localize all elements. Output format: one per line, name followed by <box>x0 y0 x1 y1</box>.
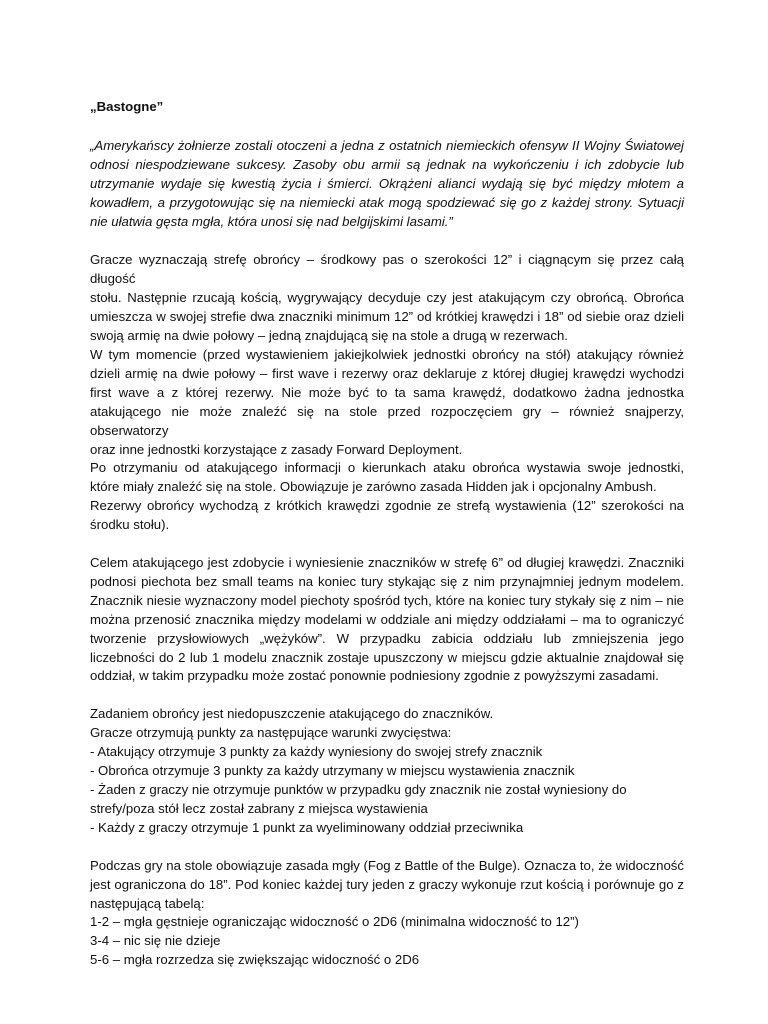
intro-quote <box>90 137 684 232</box>
document-page <box>90 98 684 970</box>
list-item: - Każdy z graczy otrzymuje 1 punkt za wyeliminowany oddział przeciwnika <box>90 819 524 835</box>
text-line: strefy/poza stół lecz został zabrany z miejsca wystawienia <box>90 800 428 816</box>
text-line: Gracze wyznaczają strefę obrońcy – środkowy pas o szerokości 12” i ciągnącym się przez całą długość <box>90 252 684 287</box>
text-line: Znacznik niesie wyznaczony model piechoty spośród tych, które na koniec tury stykały się z nim – nie <box>90 592 684 608</box>
table-row: 3-4 – nic się nie dzieje <box>90 933 221 949</box>
text-line: Rezerwy obrońcy wychodzą z krótkich krawędzi zgodnie ze strefą wystawienia (12” szerokości na <box>90 498 684 514</box>
list-item: - Atakujący otrzymuje 3 punkty za każdy wyniesiony do swojej strefy znacznik <box>90 744 543 760</box>
intro-line: kowadłem, a przygotowując się na niemiecki atak mogą spodziewać się go z każdej strony. Sytuacji <box>90 194 684 210</box>
text-line: liczebności do 2 lub 1 modelu znacznik zostaje upuszczony w miejscu gdzie aktualnie znajdował się <box>90 649 684 665</box>
text-line: first wave a z której rezerwy. Nie może być to ta sama krawędź, dodatkowo żadna jednostka <box>90 384 684 400</box>
text-line: które miały znaleźć się na stole. Obowiązuje je zarówno zasada Hidden jak i opcjonalny Ambush. <box>90 479 657 495</box>
intro-line: odnosi niespodziewane sukcesy. Zasoby obu armii są jednak na wykończeniu i ich zdobycie lub <box>90 156 684 172</box>
intro-line: utrzymanie wydaje się kwestią życia i śmierci. Okrążeni alianci wydają się być między młotem a <box>90 175 684 191</box>
text-line: umieszcza w swojej strefie dwa znaczniki minimum 12” od krótkiej krawędzi i 18” od siebie oraz dzieli <box>90 309 684 325</box>
document-title: „Bastogne” <box>90 99 164 114</box>
text-line: W tym momencie (przed wystawieniem jakiejkolwiek jednostki obrońcy na stół) atakujący również <box>90 346 684 362</box>
text-line: podnosi piechota bez small teams na koniec tury stykając się z nim przynajmniej jednym modelem. <box>90 573 684 589</box>
text-line: można przenosić znacznika między modelami w oddziale ani między oddziałami – ma to ograniczyć <box>90 611 684 627</box>
text-line: atakującego nie może znaleźć się na stole przed rozpoczęciem gry – również snajperzy, obserwatorzy <box>90 403 684 438</box>
intro-line: nie ułatwia gęsta mgła, która unosi się nad belgijskimi lasami.” <box>90 213 453 229</box>
text-line: Po otrzymaniu od atakującego informacji o kierunkach ataku obrońca wystawia swoje jednostki, <box>90 460 684 476</box>
text-line: Podczas gry na stole obowiązuje zasada mgły (Fog z Battle of the Bulge). Oznacza to, że widoczność <box>90 857 684 873</box>
list-item: - Obrońca otrzymuje 3 punkty za każdy utrzymany w miejscu wystawienia znacznik <box>90 763 575 779</box>
text-line: swoją armię na dwie połowy – jedną znajdującą się na stole a drugą w rezerwach. <box>90 328 568 344</box>
text-line: oddział, w takim przypadku może zostać ponownie podniesiony zgodnie z powyższymi zasadami. <box>90 668 659 684</box>
text-line: następującą tabelą: <box>90 895 205 911</box>
text-line: Zadaniem obrońcy jest niedopuszczenie atakującego do znaczników. <box>90 706 494 722</box>
victory-conditions-section <box>90 705 684 837</box>
objectives-section <box>90 554 684 686</box>
text-line: Celem atakującego jest zdobycie i wyniesienie znaczników w strefę 6” od długiej krawędzi. Znaczniki <box>90 555 684 571</box>
text-line: dzieli armię na dwie połowy – first wave i rezerwy oraz deklaruje z której długiej krawędzi wychodzi <box>90 365 684 381</box>
text-line: tworzenie przysłowiowych „wężyków”. W przypadku zabicia oddziału lub zmniejszenia jego <box>90 630 684 646</box>
text-line: środku stołu). <box>90 517 170 533</box>
text-line: stołu. Następnie rzucają kością, wygrywający decyduje czy jest atakującym czy obrońcą. Obrońca <box>90 290 684 306</box>
text-line: oraz inne jednostki korzystające z zasady Forward Deployment. <box>90 441 463 457</box>
fog-rules-section <box>90 857 684 970</box>
text-line: jest ograniczona do 18”. Pod koniec każdej tury jeden z graczy wykonuje rzut kością i porównuje go z <box>90 876 684 892</box>
text-line: Gracze otrzymują punkty za następujące warunki zwycięstwa: <box>90 725 452 741</box>
intro-line: „Amerykańscy żołnierze zostali otoczeni a jedna z ostatnich niemieckich ofensyw II Wojny Światowej <box>90 137 684 153</box>
list-item: - Żaden z graczy nie otrzymuje punktów w przypadku gdy znacznik nie został wyniesiony do <box>90 782 627 797</box>
setup-section <box>90 251 684 535</box>
table-row: 1-2 – mgła gęstnieje ograniczając widoczność o 2D6 (minimalna widoczność to 12”) <box>90 914 579 930</box>
table-row: 5-6 – mgła rozrzedza się zwiększając widoczność o 2D6 <box>90 952 420 968</box>
